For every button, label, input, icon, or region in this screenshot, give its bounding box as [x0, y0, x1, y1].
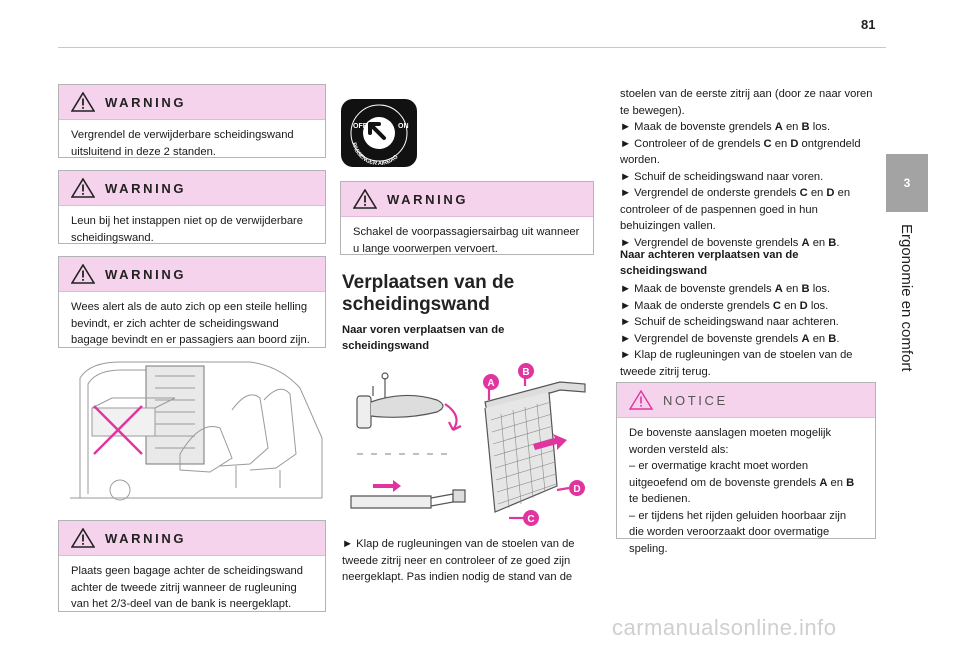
warning-triangle-icon [71, 178, 95, 198]
forward-step-5: ► Vergrendel de onderste grendels C en D en controleer of de paspennen goed in hun behuizingen vallen. [620, 187, 851, 232]
warning-box-luggage [58, 520, 326, 612]
warning-box-slope [58, 256, 326, 348]
warning-text: Schakel de voorpassagiersairbag uit wanneer u lange voorwerpen vervoert. [353, 226, 580, 255]
notice-label: NOTICE [663, 392, 728, 408]
latch-b-label: B [522, 367, 530, 378]
warning-triangle-icon [353, 189, 377, 209]
latch-c-label: C [527, 514, 535, 525]
warning-triangle-icon [71, 264, 95, 284]
top-rule [58, 47, 886, 48]
warning-header [59, 257, 325, 292]
warning-box-lock-positions [58, 84, 326, 158]
forward-step-3: ► Controleer of de grendels C en D ontgrendeld worden. [620, 137, 861, 166]
backward-step-3: ► Schuif de scheidingswand naar achteren. [620, 316, 839, 328]
notice-box [616, 382, 876, 555]
subhead-forward: Naar voren verplaatsen van de scheidingswand [342, 324, 505, 352]
chapter-number: 3 [903, 176, 911, 190]
warning-header [59, 85, 325, 120]
warning-label: WARNING [387, 191, 469, 207]
warning-label: WARNING [105, 180, 187, 196]
van-interior-illustration [60, 358, 326, 508]
notice-line-1: De bovenste aanslagen moeten mogelijk worden versteld als: [629, 427, 832, 456]
warning-triangle-icon [71, 92, 95, 112]
chapter-title: Ergonomie en comfort [898, 224, 915, 372]
backward-steps [620, 281, 876, 380]
warning-text: Plaats geen bagage achter de scheidingswand achter de tweede zitrij wanneer de rugleuning van het 2/3-deel van de bank is neergeklapt. [71, 565, 303, 610]
backward-step-5: ► Klap de rugleuningen van de stoelen van de tweede zitrij terug. [620, 349, 853, 378]
airbag-ring-text: PASSENGER AIRBAG [350, 141, 400, 168]
forward-step-1: ► Klap de rugleuningen van de stoelen van de tweede zitrij neer en controleer of ze goed zijn neergeklapt. Pas indien nodig de stand van de [342, 538, 575, 583]
forward-step-2: ► Maak de bovenste grendels A en B los. [620, 121, 831, 133]
page-number: 81 [861, 17, 876, 32]
warning-header [59, 521, 325, 556]
warning-box-airbag [340, 181, 594, 255]
watermark-text: carmanualsonline.info [612, 615, 837, 640]
airbag-off-label: OFF [353, 123, 367, 130]
warning-label: WARNING [105, 266, 187, 282]
airbag-on-label: ON [398, 123, 409, 130]
warning-text: Vergrendel de verwijderbare scheidingswand uitsluitend in deze 2 standen. [71, 129, 294, 158]
forward-step-continued: stoelen van de eerste zitrij aan (door ze naar voren te bewegen). [620, 88, 873, 117]
subhead-backward: Naar achteren verplaatsen van de scheidingswand [620, 249, 799, 277]
warning-label: WARNING [105, 94, 187, 110]
chapter-tab[interactable] [886, 154, 928, 212]
warning-text: Leun bij het instappen niet op de verwijderbare scheidingswand. [71, 215, 303, 244]
notice-line-3: – er tijdens het rijden geluiden hoorbaar zijn die worden veroorzaakt door overmatige speling. [629, 509, 847, 555]
forward-step-6: ► Vergrendel de bovenste grendels A en B. [620, 236, 840, 249]
backward-step-4: ► Vergrendel de bovenste grendels A en B. [620, 332, 840, 345]
partition-latch-illustration [345, 362, 590, 528]
backward-step-1: ► Maak de bovenste grendels A en B los. [620, 283, 831, 295]
notice-text [617, 418, 875, 557]
latch-d-label: D [573, 484, 581, 495]
forward-steps [620, 86, 876, 251]
warning-header [59, 171, 325, 206]
notice-header [617, 383, 875, 418]
warning-text: Wees alert als de auto zich op een steile helling bevindt, er zich achter de scheidingswand bagage bevindt en er passagiers aan boord zijn. [71, 301, 310, 346]
notice-line-2: – er overmatige kracht moet worden uitgeoefend om de bovenste grendels A en B te bedienen. [629, 460, 855, 505]
forward-step-4: ► Schuif de scheidingswand naar voren. [620, 170, 824, 183]
passenger-airbag-switch-icon [340, 98, 418, 168]
warning-label: WARNING [105, 530, 187, 546]
latch-a-label: A [487, 378, 495, 389]
backward-step-2: ► Maak de onderste grendels C en D los. [620, 299, 829, 312]
notice-triangle-icon [629, 390, 653, 410]
section-title: Verplaatsen van de scheidingswand [342, 272, 515, 315]
warning-box-lean [58, 170, 326, 244]
warning-triangle-icon [71, 528, 95, 548]
warning-header [341, 182, 593, 217]
